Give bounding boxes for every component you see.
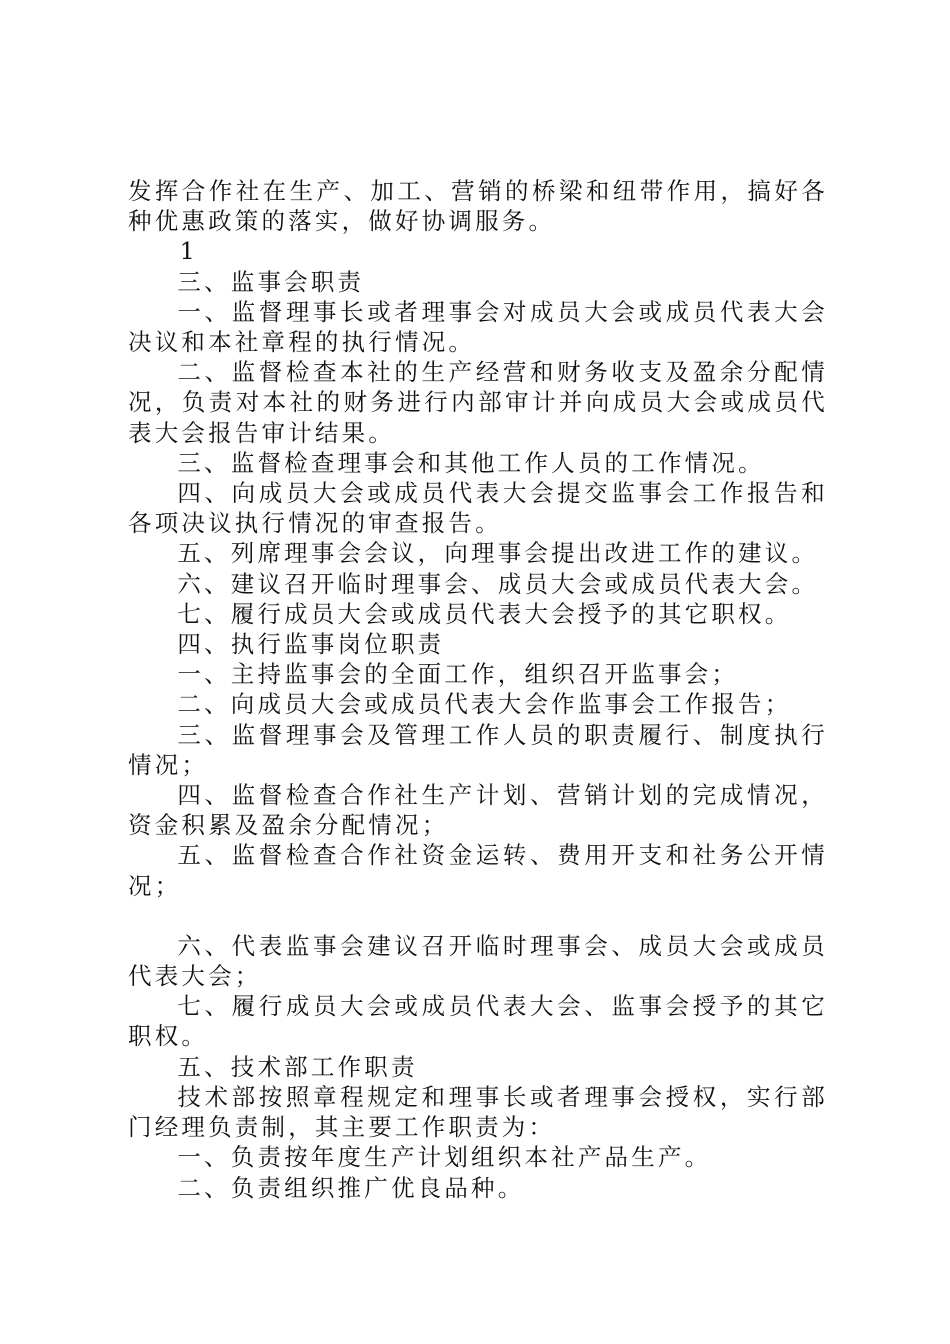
section-heading: 五、技术部工作职责 [177,1052,418,1081]
section-heading: 三、监事会职责 [177,267,365,296]
paragraph: 一、负责按年度生产计划组织本社产品生产。 [177,1143,712,1172]
paragraph: 四、向成员大会或成员代表大会提交监事会工作报告和各项决议执行情况的审查报告。 [128,479,828,538]
paragraph: 四、监督检查合作社生产计划、营销计划的完成情况，资金积累及盈余分配情况； [128,781,828,840]
paragraph-continuation: 发挥合作社在生产、加工、营销的桥梁和纽带作用，搞好各种优惠政策的落实，做好协调服务。 [128,177,828,236]
paragraph: 二、向成员大会或成员代表大会作监事会工作报告； [177,690,792,719]
paragraph: 二、监督检查本社的生产经营和财务收支及盈余分配情况，负责对本社的财务进行内部审计并向成员大会或成员代表大会报告审计结果。 [128,358,828,447]
paragraph: 三、监督检查理事会和其他工作人员的工作情况。 [177,448,765,477]
paragraph: 五、列席理事会会议，向理事会提出改进工作的建议。 [177,539,819,568]
paragraph: 技术部按照章程规定和理事长或者理事会授权，实行部门经理负责制，其主要工作职责为： [128,1082,828,1142]
paragraph: 一、监督理事长或者理事会对成员大会或成员代表大会决议和本社章程的执行情况。 [128,297,828,357]
paragraph: 五、监督检查合作社资金运转、费用开支和社务公开情况； [128,841,828,900]
section-heading: 四、执行监事岗位职责 [177,630,445,659]
document-body [128,176,828,1203]
paragraph: 一、主持监事会的全面工作，组织召开监事会； [177,660,739,689]
paragraph: 二、负责组织推广优良品种。 [177,1173,525,1202]
paragraph: 七、履行成员大会或成员代表大会授予的其它职权。 [177,599,792,628]
paragraph: 七、履行成员大会或成员代表大会、监事会授予的其它职权。 [128,992,828,1051]
paragraph: 六、建议召开临时理事会、成员大会或成员代表大会。 [177,569,819,598]
page-number: 1 [179,237,195,266]
paragraph: 三、监督理事会及管理工作人员的职责履行、制度执行情况； [128,720,828,779]
paragraph: 六、代表监事会建议召开临时理事会、成员大会或成员代表大会； [128,931,828,991]
